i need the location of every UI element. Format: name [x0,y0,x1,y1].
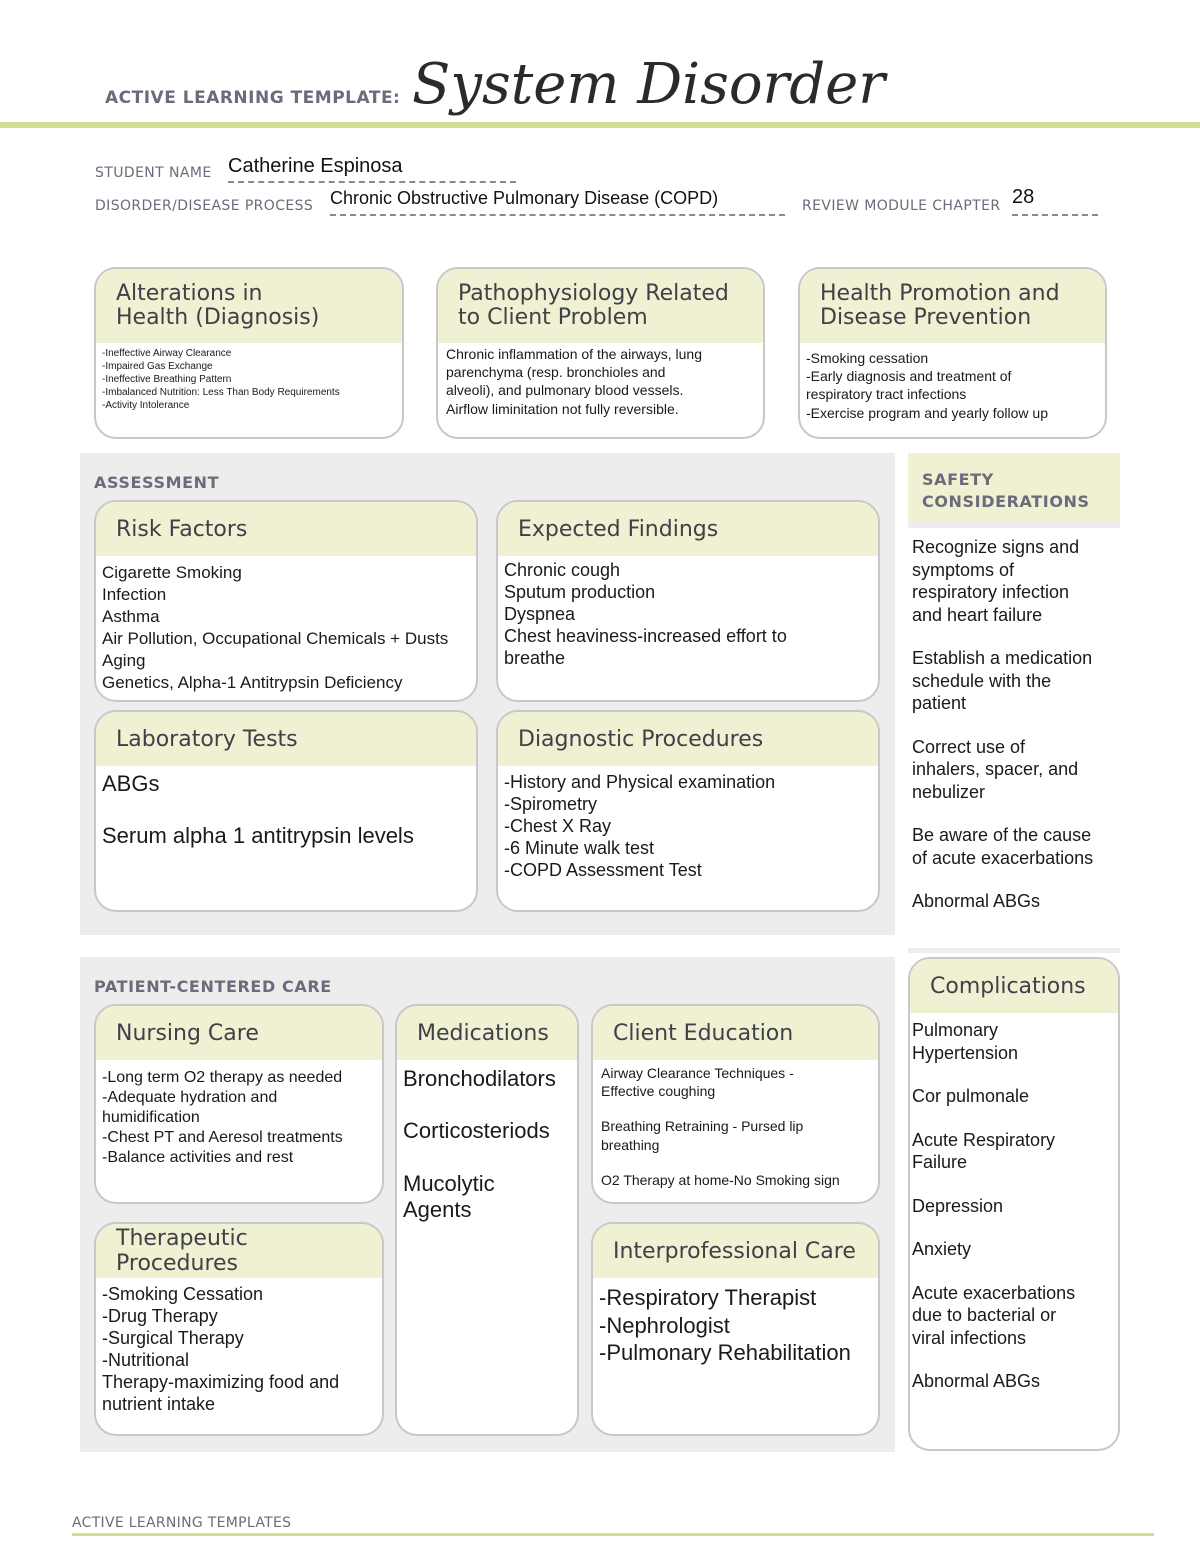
header-rule [0,122,1200,128]
list-item: Aging [102,651,146,671]
risk-factors-box [94,500,478,702]
risk-factors-title: Risk Factors [96,502,476,556]
template-label: ACTIVE LEARNING TEMPLATE: [105,88,401,108]
complication-line: Hypertension [912,1042,1019,1063]
complication-line: Acute Respiratory [912,1129,1056,1150]
spacer [102,798,470,822]
safety-title-1: SAFETY [922,470,994,489]
spacer [403,1145,571,1171]
interprofessional-care-title: Interprofessional Care [593,1224,878,1278]
complication-line: Acute exacerbations [912,1282,1076,1303]
footer-text: ACTIVE LEARNING TEMPLATES [72,1515,292,1531]
list-item: -History and Physical examination [504,772,776,792]
list-item: O2 Therapy at home-No Smoking sign [601,1171,840,1188]
list-item: Genetics, Alpha-1 Antitrypsin Deficiency [102,673,403,693]
list-item: respiratory tract infections [806,386,967,403]
list-item: ABGs [102,771,160,796]
list-item: -Pulmonary Rehabilitation [599,1340,851,1365]
safety-line: inhalers, spacer, and [912,759,1079,779]
list-item: Airway Clearance Techniques - [601,1065,794,1081]
list-item: alveoli), and pulmonary blood vessels. [446,382,684,399]
complications-body [910,1013,1118,1420]
spacer [601,1100,872,1117]
complication-line: viral infections [912,1327,1027,1348]
list-item: Agents [403,1197,472,1223]
list-item: -Nutritional [102,1349,190,1370]
list-item: -Nephrologist [599,1312,730,1338]
pathophysiology-title-2: to Client Problem [458,305,648,330]
safety-line: respiratory infection [912,582,1070,602]
medications-box [395,1004,579,1436]
list-item: nutrient intake [102,1393,216,1414]
list-item: -Chest X Ray [504,815,612,836]
therapeutic-procedures-box [94,1222,384,1436]
list-item: Dyspnea [504,603,576,624]
safety-title-2: CONSIDERATIONS [922,492,1090,512]
list-item: -COPD Assessment Test [504,859,702,880]
safety-line: nebulizer [912,781,986,802]
list-item: Sputum production [504,581,656,602]
list-item: -Adequate hydration and [102,1089,278,1106]
complication-line: Pulmonary [912,1020,999,1040]
pathophysiology-title-1: Pathophysiology Related [458,280,729,306]
list-item: -Balance activities and rest [102,1149,294,1166]
complication-line: Anxiety [912,1239,972,1259]
complications-title: Complications [910,959,1118,1013]
list-item: -Smoking Cessation [102,1284,264,1304]
diagnostic-procedures-box [496,710,880,912]
assessment-label: ASSESSMENT [94,473,220,492]
list-item: Serum alpha 1 antitrypsin levels [102,822,414,848]
list-item: -Early diagnosis and treatment of [806,368,1012,385]
client-education-box [591,1004,880,1204]
safety-line: schedule with the [912,670,1052,691]
list-item: -Respiratory Therapist [599,1285,817,1310]
pathophysiology-box [436,267,765,439]
disorder-label: DISORDER/DISEASE PROCESS [95,198,314,214]
page-title: System Disorder [412,52,886,117]
list-item: breathing [601,1136,660,1153]
list-item: -Chest PT and Aeresol treatments [102,1129,343,1146]
laboratory-tests-title: Laboratory Tests [96,712,476,766]
list-item: Mucolytic [403,1170,495,1196]
safety-line: of acute exacerbations [912,847,1094,868]
safety-line: Correct use of [912,736,1026,757]
list-item: -Surgical Therapy [102,1327,244,1348]
therapeutic-procedures-title: Therapeutic Procedures [96,1224,382,1278]
list-item: Chest heaviness-increased effort to [504,625,787,646]
safety-line: Recognize signs and [912,537,1080,557]
list-item: Bronchodilators [403,1066,556,1091]
safety-line: Be aware of the cause [912,825,1092,845]
complications-box [908,957,1120,1451]
list-item: parenchyma (resp. bronchioles and [446,364,666,381]
list-item: Breathing Retraining - Pursed lip [601,1118,804,1135]
chapter-field[interactable]: 28 [1012,186,1098,216]
complication-line: due to bacterial or [912,1305,1057,1325]
list-item: Infection [102,585,167,605]
list-item: Asthma [102,607,160,627]
expected-findings-title: Expected Findings [498,502,878,556]
nursing-care-box [94,1004,384,1204]
list-item: humidification [102,1109,200,1126]
client-education-title: Client Education [593,1006,878,1060]
alterations-box [94,267,404,439]
safety-line: Establish a medication [912,648,1093,668]
list-item: -Ineffective Breathing Pattern [102,374,232,385]
expected-findings-box [496,500,880,702]
list-item: Corticosteriods [403,1118,550,1144]
disorder-field[interactable]: Chronic Obstructive Pulmonary Disease (COPD) [330,188,785,216]
footer-rule [72,1533,1154,1536]
safety-line: and heart failure [912,604,1043,625]
safety-header [908,453,1120,521]
list-item: -6 Minute walk test [504,837,655,858]
list-item: Air Pollution, Occupational Chemicals + Dusts [102,629,449,649]
list-item: -Exercise program and yearly follow up [806,404,1048,421]
list-item: breathe [504,647,566,668]
list-item: -Long term O2 therapy as needed [102,1069,343,1086]
list-item: Therapy-maximizing food and [102,1371,340,1392]
health-promotion-box [798,267,1107,439]
spacer [403,1092,571,1118]
patient-care-label: PATIENT-CENTERED CARE [94,977,332,996]
list-item: Airflow liminitation not fully reversible. [446,400,679,417]
list-item: Cigarette Smoking [102,563,242,582]
alterations-title-2: Health (Diagnosis) [116,305,320,330]
safety-line: symptoms of [912,559,1015,580]
alterations-title-1: Alterations in [116,280,263,306]
medications-title: Medications [397,1006,577,1060]
complication-line: Abnormal ABGs [912,1371,1041,1391]
student-name-label: STUDENT NAME [95,165,212,181]
health-promotion-title-2: Disease Prevention [820,305,1032,330]
list-item: -Smoking cessation [806,350,929,366]
health-promotion-title-1: Health Promotion and [820,280,1060,306]
nursing-care-title: Nursing Care [96,1006,382,1060]
safety-body [908,528,1120,948]
list-item: -Activity Intolerance [102,400,190,411]
student-name-field[interactable]: Catherine Espinosa [228,155,516,183]
list-item: Effective coughing [601,1083,716,1100]
list-item: -Drug Therapy [102,1305,218,1326]
safety-line: patient [912,693,967,713]
list-item: -Impaired Gas Exchange [102,361,213,372]
chapter-label: REVIEW MODULE CHAPTER [802,198,1001,214]
interprofessional-care-box [591,1222,880,1436]
diagnostic-procedures-title: Diagnostic Procedures [498,712,878,766]
complication-line: Failure [912,1152,968,1172]
list-item: Chronic inflammation of the airways, lung [446,346,703,362]
spacer [601,1154,872,1171]
list-item: -Spirometry [504,793,598,814]
safety-line: Abnormal ABGs [912,891,1041,911]
complication-line: Cor pulmonale [912,1086,1030,1106]
complication-line: Depression [912,1195,1004,1216]
list-item: Chronic cough [504,560,621,580]
list-item: -Imbalanced Nutrition: Less Than Body Requirements [102,387,340,398]
list-item: -Ineffective Airway Clearance [102,348,232,359]
laboratory-tests-box [94,710,478,912]
